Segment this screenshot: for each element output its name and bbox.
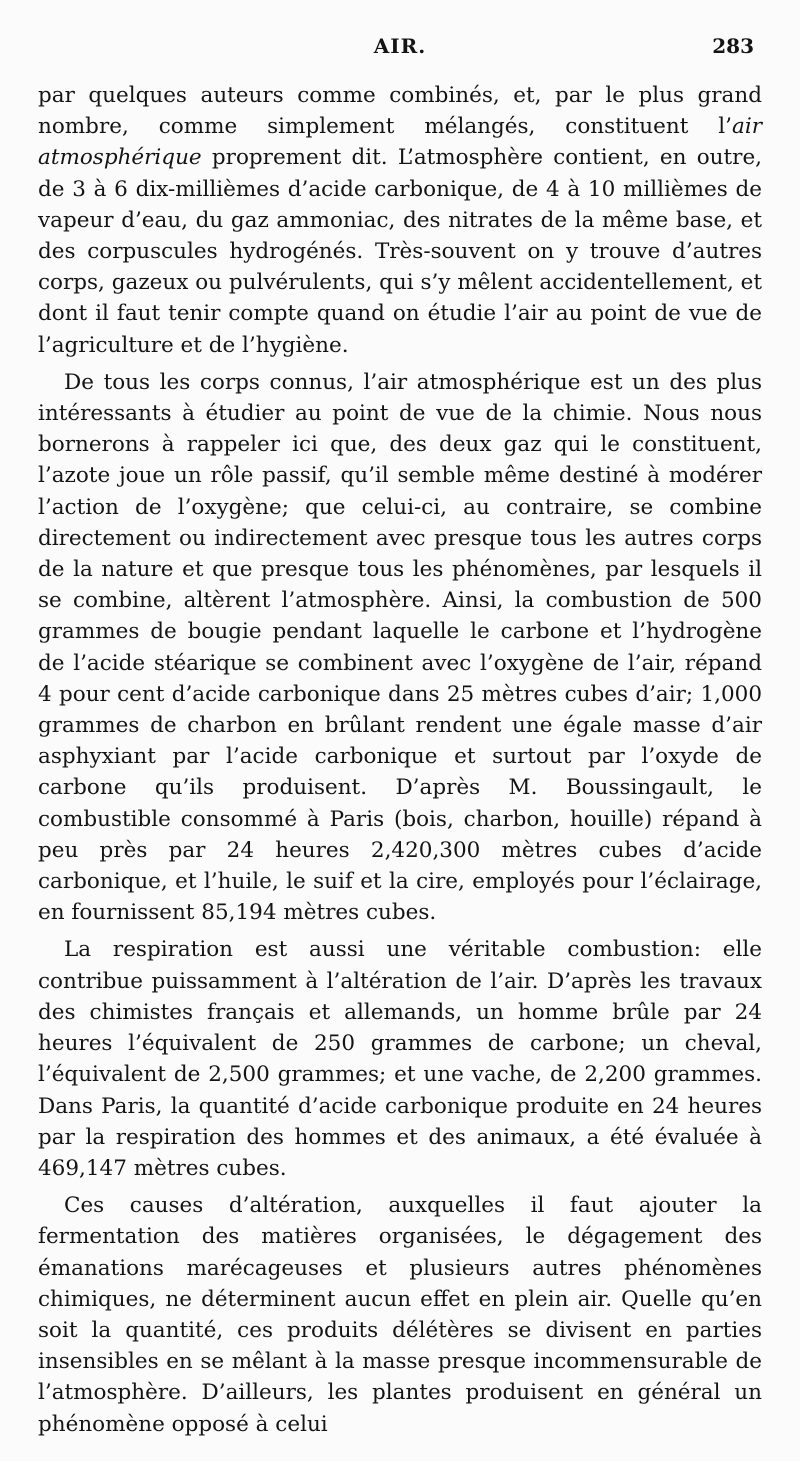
page-header (38, 28, 762, 68)
italic-term: air atmosphérique (38, 114, 762, 171)
paragraph-text: par quelques auteurs comme combinés, et, par le plus grand nombre, comme simplement mélangés, constituent l’ (38, 83, 762, 140)
running-title: AIR. (373, 34, 427, 58)
paragraph (38, 80, 762, 361)
paragraph: La respiration est aussi une véritable combustion: elle contribue puissamment à l’altération de l’air. D’après les travaux des chimistes français et allemands, un homme brûle par 24 heures l’équivalent de 250 grammes de carbone; un cheval, l’équivalent de 2,500 grammes; et une vache, de 2,200 grammes. Dans Paris, la quantité d’acide carbonique produite en 24 heures par la respiration des hommes et des animaux, a été évaluée à 469,147 mètres cubes. (38, 937, 762, 1181)
page-number: 283 (712, 34, 754, 58)
paragraph: Ces causes d’altération, auxquelles il faut ajouter la fermentation des matières organisées, le dégagement des émanations marécageuses et plusieurs autres phénomènes chimiques, ne déterminent aucun effet en plein air. Quelle qu’en soit la quantité, ces produits délétères se divisent en parties insensibles en se mêlant à la masse presque incommensurable de l’atmosphère. D’ailleurs, les plantes produisent en général un phénomène opposé à celui (38, 1193, 762, 1437)
body-text (38, 80, 762, 1440)
paragraph-text: proprement dit. L’atmosphère contient, en outre, de 3 à 6 dix-millièmes d’acide carbonique, de 4 à 10 millièmes de vapeur d’eau, du gaz ammoniac, des nitrates de la même base, et des corpuscules hydrogénés. Très-souvent on y trouve d’autres corps, gazeux ou pulvérulents, qui s’y mêlent accidentellement, et dont il faut tenir compte quand on étudie l’air au point de vue de l’agriculture et de l’hygiène. (38, 145, 762, 358)
paragraph: De tous les corps connus, l’air atmosphérique est un des plus intéressants à étudier au point de vue de la chimie. Nous nous bornerons à rappeler ici que, des deux gaz qui le constituent, l’azote joue un rôle passif, qu’il semble même destiné à modérer l’action de l’oxygène; que celui-ci, au contraire, se combine directement ou indirectement avec presque tous les autres corps de la nature et que presque tous les phénomènes, par lesquels il se combine, altèrent l’atmosphère. Ainsi, la combustion de 500 grammes de bougie pendant laquelle le carbone et l’hydrogène de l’acide stéarique se combinent avec l’oxygène de l’air, répand 4 pour cent d’acide carbonique dans 25 mètres cubes d’air; 1,000 grammes de charbon en brûlant rendent une égale masse d’air asphyxiant par l’acide carbonique et surtout par l’oxyde de carbone qu’ils produisent. D’après M. Boussingault, le combustible consommé à Paris (bois, charbon, houille) répand à peu près par 24 heures 2,420,300 mètres cubes d’acide carbonique, et l’huile, le suif et la cire, employés pour l’éclairage, en fournissent 85,194 mètres cubes. (38, 369, 762, 926)
